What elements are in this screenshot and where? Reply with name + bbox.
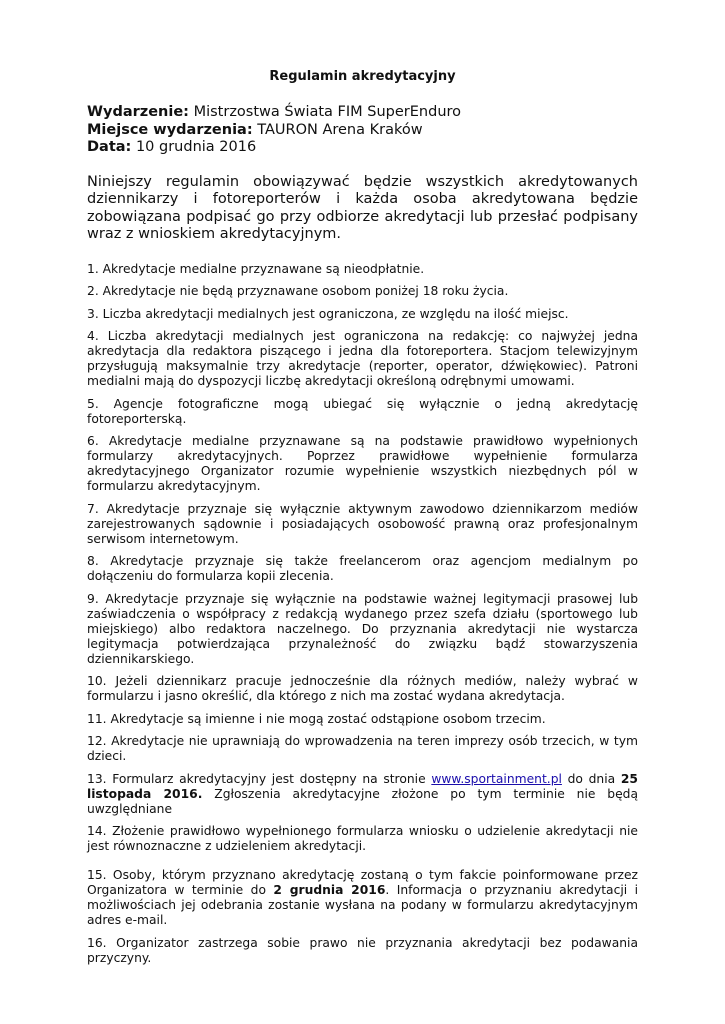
rule-15 xyxy=(87,868,638,928)
rule-13-text-c: Zgłoszenia akredytacyjne złożone po tym terminie nie będą uwzględniane xyxy=(87,786,638,816)
rule-16: 16. Organizator zastrzega sobie prawo nie przyznania akredytacji bez podawania przyczyny. xyxy=(87,935,638,965)
rule-8: 8. Akredytacje przyznaje się także freelancerom oraz agencjom medialnym po dołączeniu do formularza kopii zlecenia. xyxy=(87,554,638,583)
rule-15-text-b: . Informacja o przyznaniu akredytacji i możliwościach jej odebrania zostanie wysłana na podany w formularzu akredytacyjnym adres e-mail. xyxy=(87,883,638,927)
rule-3: 3. Liczba akredytacji medialnych jest ograniczona, ze względu na ilość miejsc. xyxy=(87,306,569,321)
page-title: Regulamin akredytacyjny xyxy=(269,69,456,84)
rule-9: 9. Akredytacje przyznaje się wyłącznie na podstawie ważnej legitymacji prasowej lub zaświadczenia o współpracy z redakcją wydanego przez szefa działu (sportowego lub miejskiego) albo redaktora naczelnego. Do przyznania akredytacji nie wystarcza legitymacja potwierdzająca przynależność do związku bądź stowarzyszenia dziennikarskiego. xyxy=(87,591,638,666)
event-meta xyxy=(87,104,638,157)
rule-5: 5. Agencje fotograficzne mogą ubiegać się wyłącznie o jedną akredytację fotoreporterską. xyxy=(87,396,638,426)
place-value: TAURON Arena Kraków xyxy=(257,121,423,138)
event-value: Mistrzostwa Świata FIM SuperEnduro xyxy=(193,104,462,120)
date-label: Data: xyxy=(87,139,132,155)
rule-13-text-a: 13. Formularz akredytacyjny jest dostępny na stronie xyxy=(87,771,426,786)
rule-2: 2. Akredytacje nie będą przyznawane osobom poniżej 18 roku życia. xyxy=(87,284,509,298)
rule-13-text-b: do dnia xyxy=(567,771,616,786)
rule-14: 14. Złożenie prawidłowo wypełnionego formularza wniosku o udzielenie akredytacji nie jest równoznaczne z udzieleniem akredytacji. xyxy=(87,824,638,853)
rule-7: 7. Akredytacje przyznaje się wyłącznie aktywnym zawodowo dziennikarzom mediów zarejestrowanych sądownie i posiadających osobowość prawną oraz profesjonalnym serwisom internetowym. xyxy=(87,501,638,546)
intro-paragraph: Niniejszy regulamin obowiązywać będzie wszystkich akredytowanych dziennikarzy i fotoreporterów i każda osoba akredytowana będzie zobowiązana podpisać go przy odbiorze akredytacji lub przesłać podpisany wraz z wnioskiem akredytacyjnym. xyxy=(87,173,638,242)
sportainment-link[interactable]: www.sportainment.pl xyxy=(431,771,562,786)
rules-list xyxy=(87,262,638,966)
rule-12: 12. Akredytacje nie uprawniają do wprowadzenia na teren imprezy osób trzecich, w tym dzieci. xyxy=(87,734,638,763)
rule-10: 10. Jeżeli dziennikarz pracuje jednocześnie dla różnych mediów, należy wybrać w formularzu i jasno określić, dla którego z nich ma zostać wydana akredytacja. xyxy=(87,674,638,703)
rule-15-deadline: 2 grudnia 2016 xyxy=(273,883,386,897)
rule-6: 6. Akredytacje medialne przyznawane są na podstawie prawidłowo wypełnionych formularzy akredytacyjnych. Poprzez prawidłowe wypełnienie formularza akredytacyjnego Organizator rozumie wypełnienie wszystkich niezbędnych pól w formularzu akredytacyjnym. xyxy=(87,434,638,493)
rule-4: 4. Liczba akredytacji medialnych jest ograniczona na redakcję: co najwyżej jedna akredytacja dla redaktora piszącego i jedna dla fotoreportera. Stacjom telewizyjnym przysługują maksymalnie trzy akredytacje (reporter, operator, dźwiękowiec). Patroni medialni mają do dyspozycji liczbę akredytacji określoną odrębnymi umowami. xyxy=(87,329,638,388)
rule-11: 11. Akredytacje są imienne i nie mogą zostać odstąpione osobom trzecim. xyxy=(87,711,546,726)
rule-13-deadline: 25 listopada 2016. xyxy=(87,771,638,801)
date-line xyxy=(87,139,638,157)
event-line xyxy=(87,104,638,122)
rule-1: 1. Akredytacje medialne przyznawane są nieodpłatnie. xyxy=(87,261,425,276)
event-label: Wydarzenie: xyxy=(87,104,189,120)
rule-13 xyxy=(87,772,638,817)
rule-15-text-a: 15. Osoby, którym przyznano akredytację zostaną o tym fakcie poinformowane przez Organizatora w terminie do xyxy=(87,868,638,897)
place-label: Miejsce wydarzenia: xyxy=(87,121,253,138)
date-value: 10 grudnia 2016 xyxy=(135,139,257,155)
place-line xyxy=(87,122,638,140)
